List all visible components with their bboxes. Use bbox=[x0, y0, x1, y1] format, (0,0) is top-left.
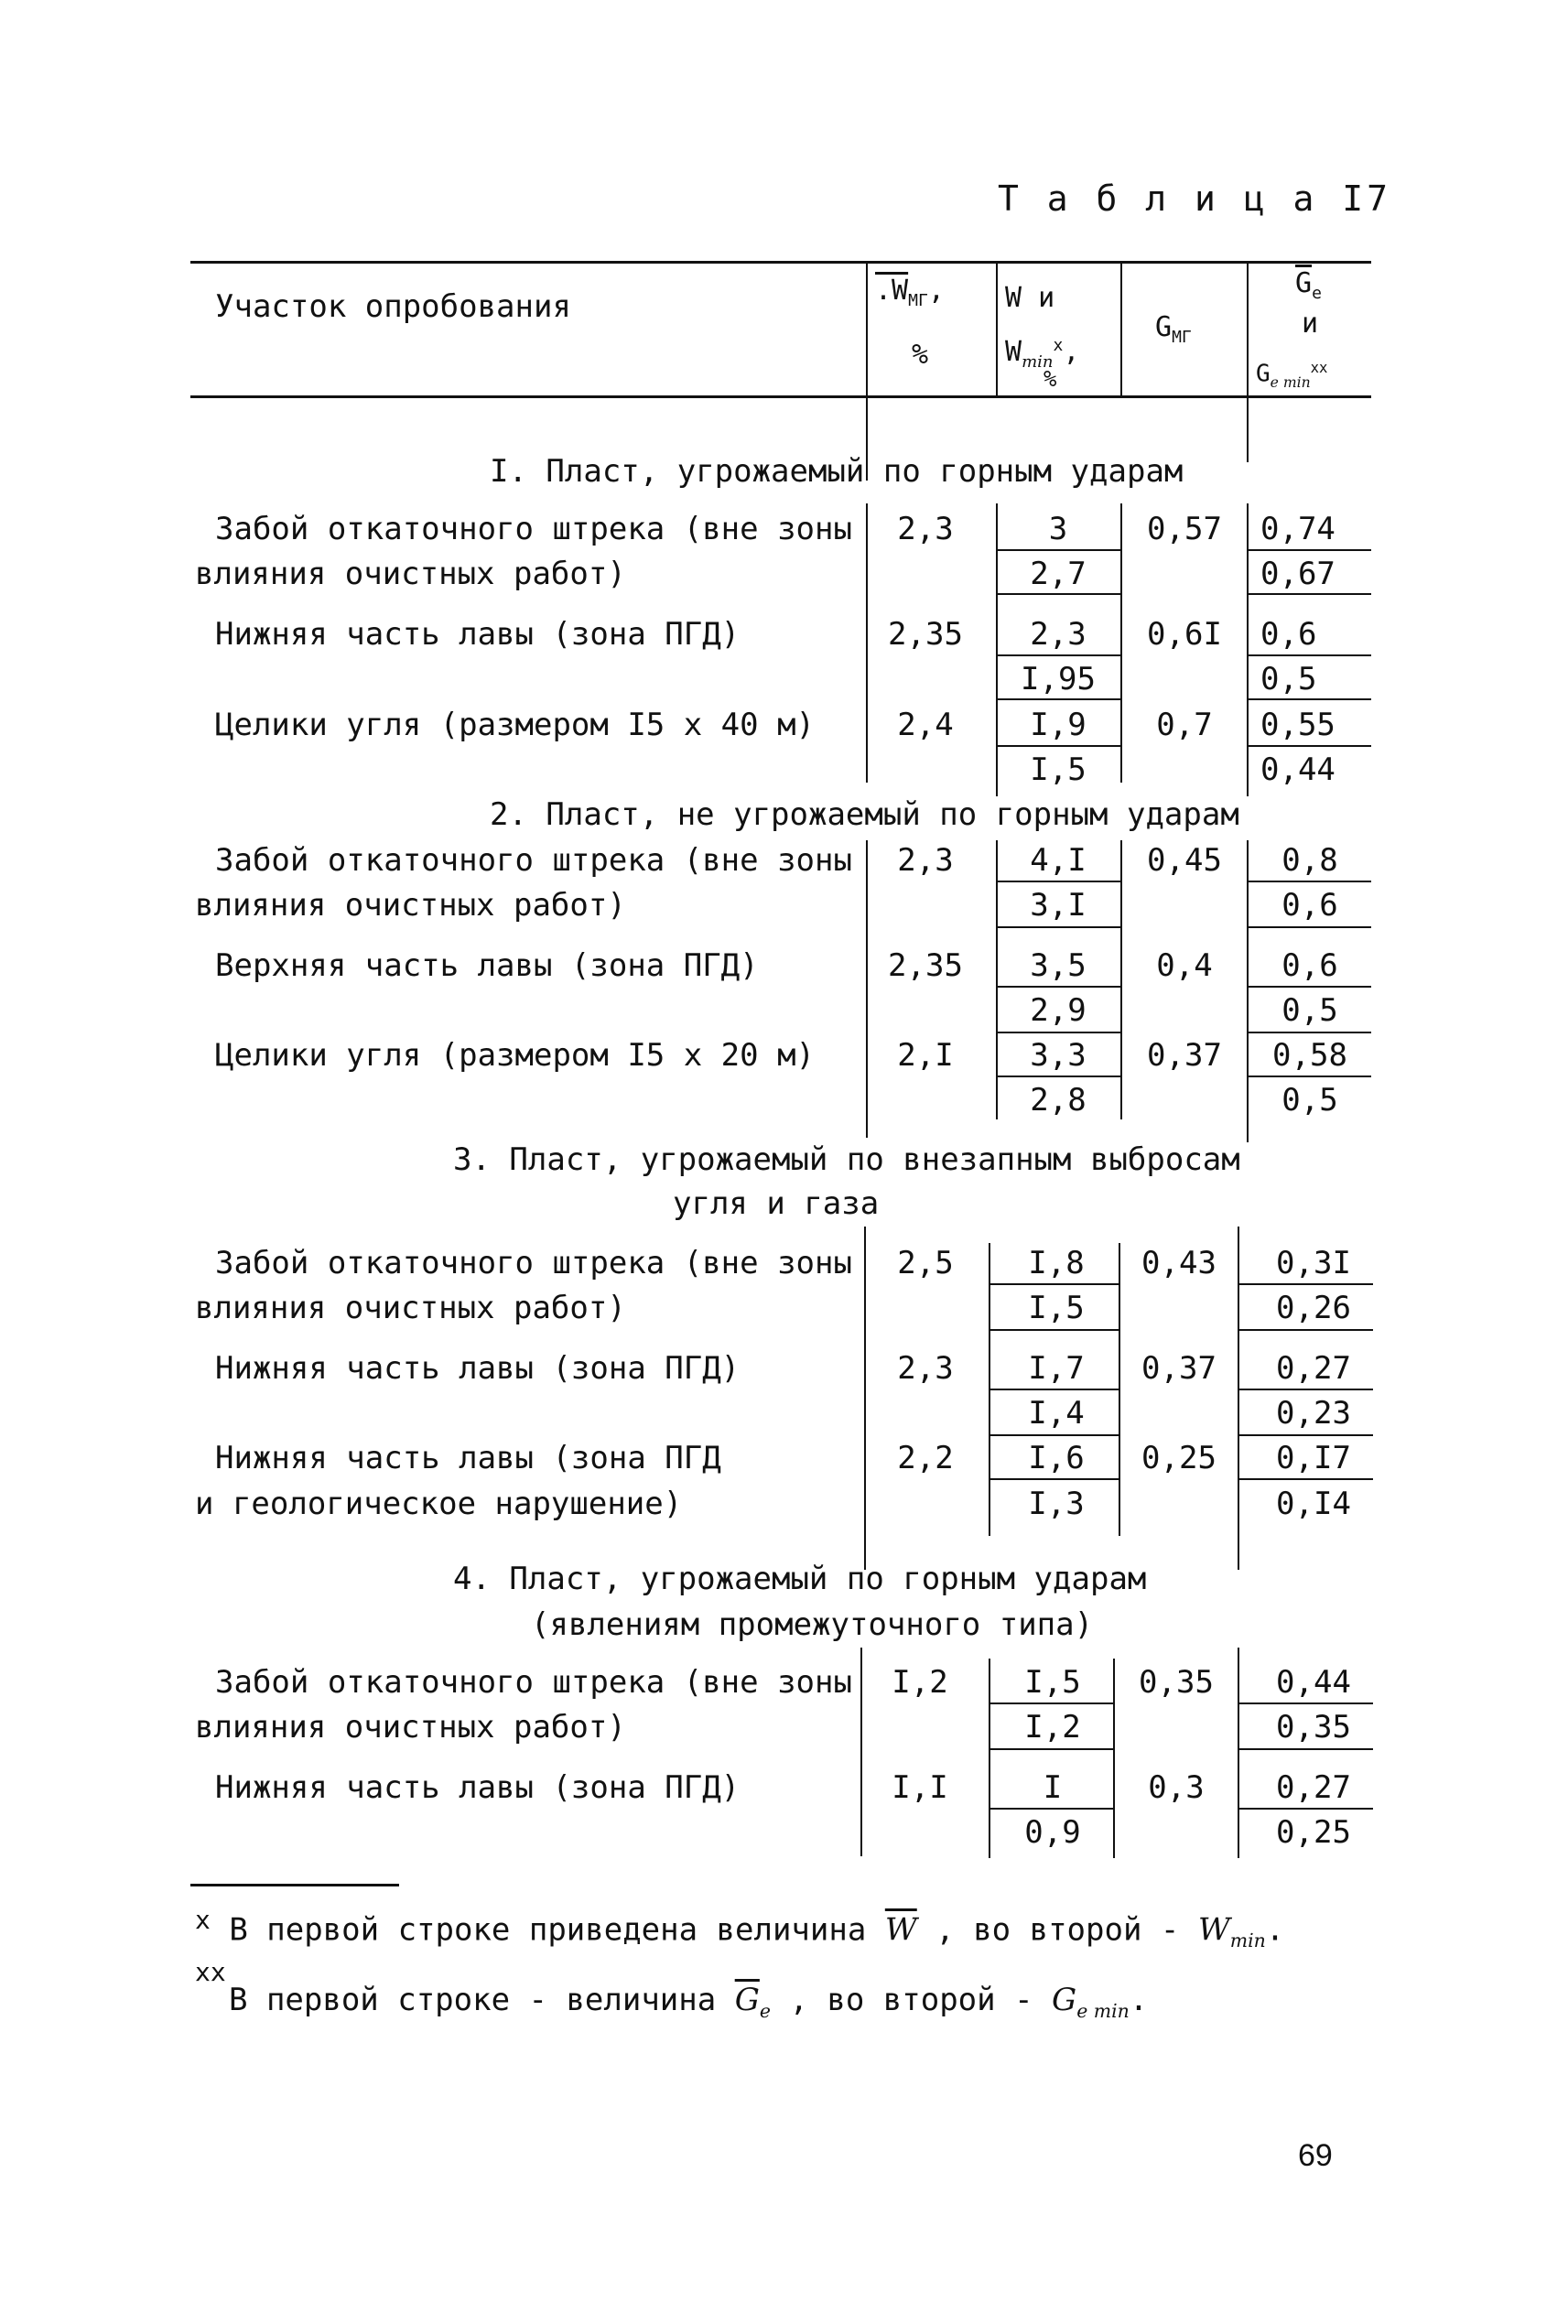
cell-ge: 0,6 bbox=[1281, 947, 1338, 984]
row-site: Забой откаточного штрека (вне зоны bbox=[215, 1664, 852, 1701]
header-ge-symbol: $\overline{G}$ bbox=[1295, 267, 1313, 299]
cell-ge: 0,74 bbox=[1260, 511, 1336, 547]
header-divider-3 bbox=[1120, 261, 1122, 398]
cell-wmin: 0,9 bbox=[1024, 1814, 1081, 1851]
divider-v-gmg bbox=[1119, 1243, 1120, 1536]
header-col-ge bbox=[1295, 267, 1322, 310]
cell-gmg: 0,45 bbox=[1147, 842, 1222, 879]
cell-w-rule bbox=[998, 986, 1120, 988]
cell-wmg: 2,I bbox=[897, 1037, 954, 1074]
footnote-1-symbol-2: W bbox=[1197, 1911, 1230, 1949]
header-gmg-symbol: G bbox=[1155, 311, 1173, 343]
header-gemin-symbol: G bbox=[1256, 360, 1271, 388]
cell-gmg: 0,37 bbox=[1141, 1350, 1217, 1387]
divider-v-w bbox=[996, 503, 998, 796]
cell-gmg: 0,25 bbox=[1141, 1440, 1217, 1476]
cell-ge-rule bbox=[1239, 1478, 1373, 1480]
cell-w: I bbox=[1043, 1769, 1063, 1806]
footnote-2-symbol-2-sub: e min bbox=[1076, 1999, 1130, 2022]
cell-rule bbox=[990, 1434, 1119, 1436]
cell-wmin: I,3 bbox=[1028, 1486, 1085, 1522]
cell-wmin: I,2 bbox=[1024, 1709, 1081, 1746]
cell-ge-rule bbox=[1239, 1283, 1373, 1285]
cell-w: 3,3 bbox=[1030, 1037, 1087, 1074]
footnote-1-mid: , во второй - bbox=[935, 1911, 1180, 1949]
cell-w: 4,I bbox=[1030, 842, 1087, 879]
cell-wmg: 2,3 bbox=[897, 842, 954, 879]
cell-w: I,8 bbox=[1028, 1245, 1085, 1281]
header-wmg-comma: , bbox=[927, 275, 945, 307]
cell-w-rule bbox=[998, 654, 1120, 656]
cell-gemin: 0,6 bbox=[1281, 887, 1338, 924]
cell-wmin: I,5 bbox=[1028, 1290, 1085, 1326]
cell-ge: 0,58 bbox=[1272, 1037, 1347, 1074]
divider-v-ge bbox=[1238, 1227, 1239, 1570]
header-col-w bbox=[1005, 282, 1054, 315]
cell-ge: 0,27 bbox=[1276, 1769, 1351, 1806]
cell-gemin: 0,5 bbox=[1260, 661, 1317, 697]
header-col-gemin bbox=[1256, 351, 1327, 399]
cell-rule bbox=[1249, 593, 1371, 595]
header-divider-4 bbox=[1247, 261, 1249, 462]
footnote-2-symbol-sub: e bbox=[759, 1999, 771, 2022]
section-title: 4. Пласт, угрожаемый по горным ударам bbox=[453, 1561, 1147, 1597]
section-title-cont: угля и газа bbox=[673, 1185, 880, 1222]
header-w-sub: min bbox=[1022, 352, 1054, 372]
cell-gmg: 0,57 bbox=[1147, 511, 1222, 547]
cell-gmg: 0,35 bbox=[1139, 1664, 1214, 1701]
footnote-1-end: . bbox=[1265, 1911, 1285, 1949]
cell-gemin: 0,67 bbox=[1260, 556, 1336, 592]
cell-ge: 0,44 bbox=[1276, 1664, 1351, 1701]
divider-v-gmg bbox=[1120, 503, 1122, 783]
header-wmg-sub: МГ bbox=[908, 291, 928, 310]
cell-gmg: 0,3 bbox=[1148, 1769, 1205, 1806]
footnote-1 bbox=[195, 1902, 1284, 1959]
cell-w: I,6 bbox=[1028, 1440, 1085, 1476]
cell-wmin: 2,8 bbox=[1030, 1082, 1087, 1119]
cell-w-rule bbox=[990, 1389, 1119, 1390]
cell-rule bbox=[990, 1748, 1113, 1750]
cell-w: I,9 bbox=[1030, 707, 1087, 743]
cell-rule bbox=[998, 593, 1120, 595]
cell-w-rule bbox=[998, 881, 1120, 882]
cell-ge-rule bbox=[1249, 549, 1371, 551]
cell-ge-rule bbox=[1249, 745, 1371, 747]
section-title: 2. Пласт, не угрожаемый по горным ударам bbox=[490, 796, 1239, 833]
cell-w: I,7 bbox=[1028, 1350, 1085, 1387]
header-ge-and: и bbox=[1302, 308, 1319, 340]
cell-gemin: 0,25 bbox=[1276, 1814, 1351, 1851]
cell-w: 2,3 bbox=[1030, 616, 1087, 653]
cell-wmg: 2,4 bbox=[897, 707, 954, 743]
row-site: Нижняя часть лавы (зона ПГД) bbox=[215, 1350, 741, 1387]
cell-w: 3 bbox=[1048, 511, 1068, 547]
cell-ge: 0,3I bbox=[1276, 1245, 1351, 1281]
header-gemin-sup: xx bbox=[1310, 360, 1328, 376]
footnote-2 bbox=[229, 1982, 1148, 2029]
cell-w-rule bbox=[990, 1702, 1113, 1704]
header-divider-2 bbox=[996, 261, 998, 398]
cell-wmin: I,95 bbox=[1021, 661, 1096, 697]
cell-rule bbox=[998, 698, 1120, 700]
cell-wmin: 2,7 bbox=[1030, 556, 1087, 592]
cell-w: I,5 bbox=[1024, 1664, 1081, 1701]
cell-w-rule bbox=[990, 1808, 1113, 1810]
cell-w-rule bbox=[998, 1076, 1120, 1077]
table-top-rule bbox=[190, 261, 1371, 264]
header-col-gmg bbox=[1155, 311, 1192, 354]
row-site: Забой откаточного штрека (вне зоны bbox=[215, 1245, 852, 1281]
divider-v-gmg bbox=[1120, 840, 1122, 1119]
footnote-1-mark: x bbox=[195, 1905, 211, 1935]
cell-w: 3,5 bbox=[1030, 947, 1087, 984]
cell-ge: 0,I7 bbox=[1276, 1440, 1351, 1476]
row-site: Целики угля (размером I5 х 40 м) bbox=[215, 707, 816, 743]
cell-gmg: 0,4 bbox=[1156, 947, 1213, 984]
row-site: Нижняя часть лавы (зона ПГД) bbox=[215, 1769, 741, 1806]
cell-ge: 0,6 bbox=[1260, 616, 1317, 653]
row-site-cont: влияния очистных работ) bbox=[195, 556, 626, 592]
cell-wmg: 2,2 bbox=[897, 1440, 954, 1476]
header-w-comma: , bbox=[1063, 336, 1080, 368]
header-col-site: Участок опробования bbox=[215, 288, 571, 325]
cell-rule bbox=[1249, 1032, 1371, 1033]
row-site: Верхняя часть лавы (зона ПГД) bbox=[215, 947, 759, 984]
cell-ge-rule bbox=[1249, 1076, 1371, 1077]
header-gemin-sub: e min bbox=[1270, 373, 1311, 391]
cell-wmin: 2,9 bbox=[1030, 992, 1087, 1029]
cell-wmin: I,4 bbox=[1028, 1395, 1085, 1432]
cell-gemin: 0,23 bbox=[1276, 1395, 1351, 1432]
row-site-cont: влияния очистных работ) bbox=[195, 1290, 626, 1326]
divider-v-wmg bbox=[864, 1227, 866, 1570]
divider-v-wmg bbox=[866, 503, 868, 783]
cell-ge: 0,27 bbox=[1276, 1350, 1351, 1387]
footnote-2-symbol: $\overline{G}$ bbox=[734, 1982, 760, 2018]
cell-ge: 0,8 bbox=[1281, 842, 1338, 879]
footnote-1-text: В первой строке приведена величина bbox=[229, 1911, 867, 1949]
cell-rule bbox=[1239, 1434, 1373, 1436]
cell-w-rule bbox=[998, 549, 1120, 551]
cell-ge-rule bbox=[1239, 1808, 1373, 1810]
cell-gmg: 0,7 bbox=[1156, 707, 1213, 743]
page-number: 69 bbox=[1298, 2138, 1333, 2173]
section-title: 3. Пласт, угрожаемый по внезапным выбросам bbox=[453, 1141, 1240, 1178]
cell-w-rule bbox=[990, 1478, 1119, 1480]
cell-ge-rule bbox=[1249, 654, 1371, 656]
footnote-2-end: . bbox=[1129, 1982, 1149, 2018]
cell-gemin: 0,5 bbox=[1281, 992, 1338, 1029]
cell-wmg: 2,5 bbox=[897, 1245, 954, 1281]
row-site: Забой откаточного штрека (вне зоны bbox=[215, 511, 852, 547]
footnote-2-mark: xx bbox=[195, 1957, 226, 1987]
divider-v-ge bbox=[1238, 1648, 1239, 1858]
cell-rule bbox=[1249, 698, 1371, 700]
row-site: Целики угля (размером I5 х 20 м) bbox=[215, 1037, 816, 1074]
cell-ge-rule bbox=[1239, 1702, 1373, 1704]
divider-v-ge bbox=[1247, 503, 1249, 796]
footnote-1-symbol-2-sub: min bbox=[1229, 1929, 1266, 1952]
table-header-rule bbox=[190, 395, 1371, 398]
cell-rule bbox=[998, 926, 1120, 928]
cell-wmg: I,I bbox=[892, 1769, 948, 1806]
footnote-2-mid: , во второй - bbox=[789, 1982, 1033, 2018]
cell-wmg: 2,35 bbox=[888, 947, 963, 984]
cell-rule bbox=[990, 1329, 1119, 1331]
header-divider-1 bbox=[866, 261, 868, 481]
cell-rule bbox=[1239, 1329, 1373, 1331]
cell-gemin: 0,5 bbox=[1281, 1082, 1338, 1119]
cell-ge-rule bbox=[1239, 1389, 1373, 1390]
cell-ge: 0,55 bbox=[1260, 707, 1336, 743]
row-site-cont: влияния очистных работ) bbox=[195, 887, 626, 924]
header-w-line1: W и bbox=[1005, 282, 1055, 314]
row-site: Забой откаточного штрека (вне зоны bbox=[215, 842, 852, 879]
cell-wmg: I,2 bbox=[892, 1664, 948, 1701]
cell-wmg: 2,3 bbox=[897, 511, 954, 547]
cell-wmin: 3,I bbox=[1030, 887, 1087, 924]
divider-v-gmg bbox=[1113, 1659, 1115, 1858]
header-wmg-symbol: .W bbox=[875, 275, 909, 307]
cell-gemin: 0,26 bbox=[1276, 1290, 1351, 1326]
row-site-cont: влияния очистных работ) bbox=[195, 1709, 626, 1746]
header-col-wmg bbox=[875, 275, 945, 318]
cell-rule bbox=[1249, 926, 1371, 928]
cell-gmg: 0,6I bbox=[1147, 616, 1222, 653]
divider-v-wmg bbox=[866, 840, 868, 1138]
row-site: Нижняя часть лавы (зона ПГД) bbox=[215, 616, 741, 653]
header-wmg-unit: % bbox=[912, 339, 929, 371]
header-w-symbol: W bbox=[1005, 336, 1022, 368]
divider-v-w bbox=[989, 1659, 990, 1858]
header-col-wmin bbox=[1005, 330, 1079, 379]
cell-gemin: 0,35 bbox=[1276, 1709, 1351, 1746]
footnote-2-symbol-2: G bbox=[1052, 1982, 1077, 2018]
footnote-2-text: В первой строке - величина bbox=[229, 1982, 717, 2018]
cell-rule bbox=[1239, 1748, 1373, 1750]
cell-w-rule bbox=[990, 1283, 1119, 1285]
cell-gmg: 0,43 bbox=[1141, 1245, 1217, 1281]
cell-wmg: 2,35 bbox=[888, 616, 963, 653]
cell-w-rule bbox=[998, 745, 1120, 747]
cell-ge-rule bbox=[1249, 881, 1371, 882]
header-gmg-sub: МГ bbox=[1172, 328, 1192, 347]
footnote-rule bbox=[190, 1884, 399, 1886]
cell-wmin: I,5 bbox=[1030, 751, 1087, 788]
cell-ge-rule bbox=[1249, 986, 1371, 988]
footnote-1-symbol: $\overline{W}$ bbox=[884, 1911, 917, 1949]
header-w-unit: % bbox=[1044, 366, 1057, 392]
cell-gmg: 0,37 bbox=[1147, 1037, 1222, 1074]
divider-v-wmg bbox=[860, 1648, 862, 1856]
cell-gemin: 0,I4 bbox=[1276, 1486, 1351, 1522]
header-w-sup: x bbox=[1053, 336, 1064, 355]
cell-gemin: 0,44 bbox=[1260, 751, 1336, 788]
divider-v-ge bbox=[1247, 840, 1249, 1142]
header-ge-sub: e bbox=[1312, 284, 1322, 303]
cell-rule bbox=[998, 1032, 1120, 1033]
section-title-cont: (явлениям промежуточного типа) bbox=[531, 1606, 1094, 1643]
section-title: I. Пласт, угрожаемый по горным ударам bbox=[490, 453, 1184, 490]
table-caption: Т а б л и ц а I7 bbox=[998, 178, 1392, 219]
row-site-cont: и геологическое нарушение) bbox=[195, 1486, 683, 1522]
cell-wmg: 2,3 bbox=[897, 1350, 954, 1387]
row-site: Нижняя часть лавы (зона ПГД bbox=[215, 1440, 721, 1476]
